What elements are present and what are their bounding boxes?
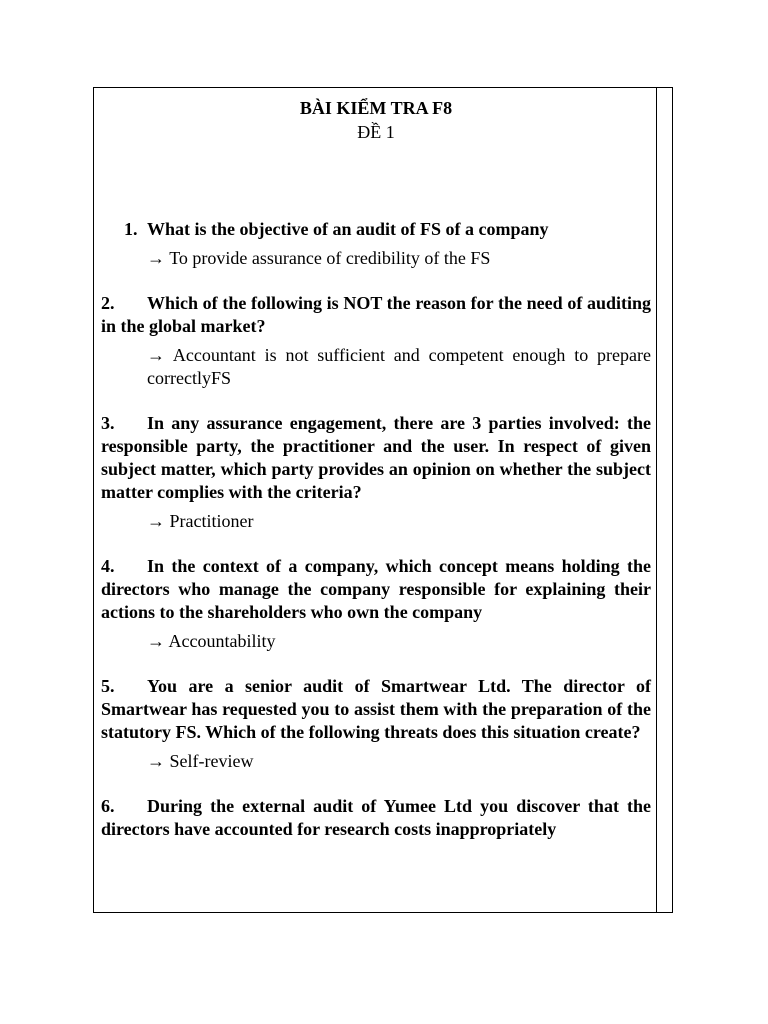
question-body: You are a senior audit of Smartwear Ltd. The director of Smartwear has requested you to assist them with the preparation of the statutory FS. Which of the following threats does this situation create? xyxy=(101,676,651,742)
question-body: In the context of a company, which concept means holding the directors who manage the company responsible for explaining their actions to the shareholders who own the company xyxy=(101,556,651,622)
document-frame xyxy=(93,87,673,913)
question-number: 1. xyxy=(124,219,138,239)
answer-text xyxy=(147,510,651,533)
arrow-icon: → xyxy=(147,248,165,268)
question-text xyxy=(101,412,651,504)
question-item-4 xyxy=(101,555,651,653)
question-item-6 xyxy=(101,795,651,841)
question-number: 2. xyxy=(101,293,115,313)
question-item-1 xyxy=(101,218,651,270)
question-item-2 xyxy=(101,292,651,390)
table-column-rule xyxy=(656,88,657,912)
arrow-icon: → xyxy=(147,631,165,651)
document-subtitle: ĐỀ 1 xyxy=(357,122,395,142)
question-number: 3. xyxy=(101,413,115,433)
answer-body: Practitioner xyxy=(169,511,254,531)
arrow-icon: → xyxy=(147,511,165,531)
question-text xyxy=(101,675,651,744)
answer-body: To provide assurance of credibility of the FS xyxy=(169,248,491,268)
answer-body: Accountability xyxy=(168,631,276,651)
question-body: What is the objective of an audit of FS of a company xyxy=(147,219,549,239)
question-text xyxy=(101,795,651,841)
question-number: 5. xyxy=(101,676,115,696)
answer-text xyxy=(147,247,651,270)
arrow-icon: → xyxy=(147,345,165,365)
document-title: BÀI KIỂM TRA F8 xyxy=(299,98,453,118)
question-text xyxy=(101,555,651,624)
arrow-icon: → xyxy=(147,751,165,771)
answer-text xyxy=(147,630,651,653)
answer-text xyxy=(147,750,651,773)
question-text xyxy=(101,292,651,338)
question-body: Which of the following is NOT the reason for the need of auditing in the global market? xyxy=(101,293,651,336)
answer-text xyxy=(147,344,651,390)
document-content xyxy=(101,96,651,863)
question-item-3 xyxy=(101,412,651,533)
answer-body: Self-review xyxy=(169,751,254,771)
question-text xyxy=(101,218,651,241)
answer-body: Accountant is not sufficient and competent enough to prepare correctlyFS xyxy=(147,345,651,388)
question-body: During the external audit of Yumee Ltd you discover that the directors have accounted for research costs inappropriately xyxy=(101,796,651,839)
question-number: 6. xyxy=(101,796,115,816)
question-body: In any assurance engagement, there are 3 parties involved: the responsible party, the practitioner and the user. In respect of given subject matter, which party provides an opinion on whether the subject matter complies with the criteria? xyxy=(101,413,651,502)
question-number: 4. xyxy=(101,556,115,576)
question-item-5 xyxy=(101,675,651,773)
